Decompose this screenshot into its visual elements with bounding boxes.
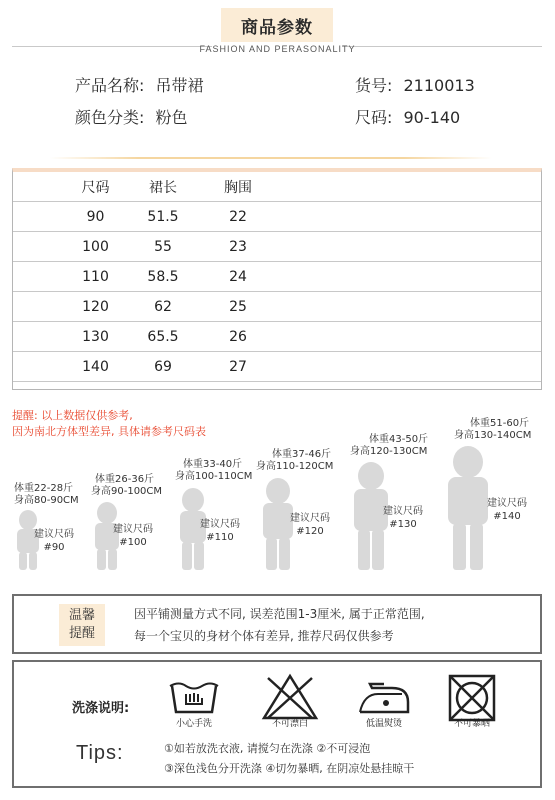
product-name-value: 吊带裙 xyxy=(155,76,204,95)
table-cell-size: 90 xyxy=(86,208,105,225)
page-title: 商品参数 xyxy=(221,8,333,42)
product-size-label: 尺码: xyxy=(355,108,393,127)
reminder-line-1: 提醒: 以上数据仅供参考, xyxy=(12,409,133,422)
washing-title: 洗涤说明: xyxy=(72,701,130,716)
hand-wash-caption: 小心手洗 xyxy=(175,719,212,729)
table-header-length: 裙长 xyxy=(149,179,177,196)
table-row xyxy=(13,292,541,322)
table-cell-chest: 25 xyxy=(229,298,247,315)
size-guide-height: 身高90-100CM xyxy=(91,486,163,497)
size-guide-suggestion xyxy=(34,528,74,554)
table-cell-length: 69 xyxy=(154,358,172,375)
product-size xyxy=(355,105,460,128)
table-row xyxy=(13,232,541,262)
size-guide-suggestion xyxy=(383,505,423,531)
table-cell-chest: 27 xyxy=(229,358,247,375)
size-guide-size: #90 xyxy=(43,542,65,553)
tips-line-2: ③深色浅色分开洗涤 ④切勿暴晒, 在阴凉处悬挂晾干 xyxy=(164,762,415,775)
table-row xyxy=(13,202,541,232)
table-header-size: 尺码 xyxy=(81,179,110,196)
size-guide-suggestion xyxy=(290,512,330,538)
size-guide-suggest-label: 建议尺码 xyxy=(113,524,153,535)
size-guide-suggest-label: 建议尺码 xyxy=(200,519,240,530)
table-row xyxy=(13,322,541,352)
info-divider xyxy=(50,157,492,159)
size-guide-suggest-label: 建议尺码 xyxy=(383,506,423,517)
product-sku xyxy=(355,73,475,96)
warm-tip-text-line-1: 因平铺测量方式不同, 误差范围1-3厘米, 属于正常范围, xyxy=(134,607,425,621)
size-guide-size: #110 xyxy=(206,532,234,543)
product-size-value: 90-140 xyxy=(403,108,461,127)
table-row xyxy=(13,262,541,292)
product-sku-label: 货号: xyxy=(355,76,393,95)
no-bleach-caption: 不可漂白 xyxy=(271,719,308,729)
size-table xyxy=(12,168,542,390)
size-guide-weight: 体重22-28斤 xyxy=(14,483,74,494)
size-guide-height: 身高110-120CM xyxy=(256,461,334,472)
size-guide-suggestion xyxy=(113,523,153,549)
product-name-label: 产品名称: xyxy=(75,76,145,95)
size-guide-size: #120 xyxy=(296,526,324,537)
size-guide-height: 身高80-90CM xyxy=(14,495,79,506)
warm-tip-badge-line-1: 温馨 xyxy=(68,608,95,623)
size-guide-weight: 体重43-50斤 xyxy=(369,434,429,445)
product-color xyxy=(75,105,188,128)
table-header-row xyxy=(13,172,541,202)
size-guide-height: 身高130-140CM xyxy=(454,430,532,441)
table-cell-chest: 26 xyxy=(229,328,247,345)
reminder-line-2: 因为南北方体型差异, 具体请参考尺码表 xyxy=(12,425,206,438)
table-header-chest: 胸围 xyxy=(224,179,252,196)
table-cell-size: 110 xyxy=(82,268,109,285)
size-guide-weight: 体重26-36斤 xyxy=(95,474,155,485)
warm-tip-badge-line-2: 提醒 xyxy=(68,626,95,641)
table-cell-length: 55 xyxy=(154,238,172,255)
table-cell-length: 51.5 xyxy=(147,208,179,225)
table-cell-length: 65.5 xyxy=(147,328,179,345)
warm-tip-text-line-2: 每一个宝贝的身材个体有差异, 推荐尺码仅供参考 xyxy=(134,629,394,643)
washing-box xyxy=(12,660,542,788)
size-guide-weight: 体重33-40斤 xyxy=(183,459,243,470)
product-name xyxy=(75,73,204,96)
table-cell-size: 140 xyxy=(82,358,109,375)
table-cell-length: 58.5 xyxy=(147,268,179,285)
warm-tip-box xyxy=(12,594,542,654)
size-guide-size: #100 xyxy=(119,537,147,548)
tips-line-1: ①如若放洗衣液, 请搅匀在洗涤 ②不可浸泡 xyxy=(164,742,371,755)
size-guide-suggest-label: 建议尺码 xyxy=(290,513,330,524)
table-cell-size: 100 xyxy=(82,238,109,255)
table-cell-length: 62 xyxy=(154,298,172,315)
size-guide-suggest-label: 建议尺码 xyxy=(487,498,527,509)
size-guide-suggestion xyxy=(487,497,527,523)
warm-tip-badge xyxy=(59,604,105,646)
size-guide-size: #130 xyxy=(389,519,417,530)
table-cell-chest: 23 xyxy=(229,238,247,255)
size-guide-suggestion xyxy=(200,518,240,544)
size-guide-weight: 体重51-60斤 xyxy=(470,418,530,429)
size-guide-height: 身高100-110CM xyxy=(175,471,253,482)
page-header xyxy=(0,4,555,46)
size-guide-suggest-label: 建议尺码 xyxy=(34,529,74,540)
table-cell-chest: 24 xyxy=(229,268,247,285)
tips-label: Tips: xyxy=(76,742,124,764)
size-guide-size: #140 xyxy=(493,511,521,522)
product-sku-value: 2110013 xyxy=(403,76,475,95)
low-iron-caption: 低温熨烫 xyxy=(365,719,402,729)
page-subtitle: FASHION AND PERASONALITY xyxy=(199,44,356,54)
size-guide-weight: 体重37-46斤 xyxy=(272,449,332,460)
size-guide-height: 身高120-130CM xyxy=(350,446,428,457)
product-color-label: 颜色分类: xyxy=(75,108,145,127)
table-cell-chest: 22 xyxy=(229,208,247,225)
table-row xyxy=(13,352,541,382)
no-tumble-dry-caption: 不可暴晒 xyxy=(453,719,490,729)
product-color-value: 粉色 xyxy=(155,108,188,127)
table-cell-size: 120 xyxy=(82,298,109,315)
table-cell-size: 130 xyxy=(82,328,109,345)
